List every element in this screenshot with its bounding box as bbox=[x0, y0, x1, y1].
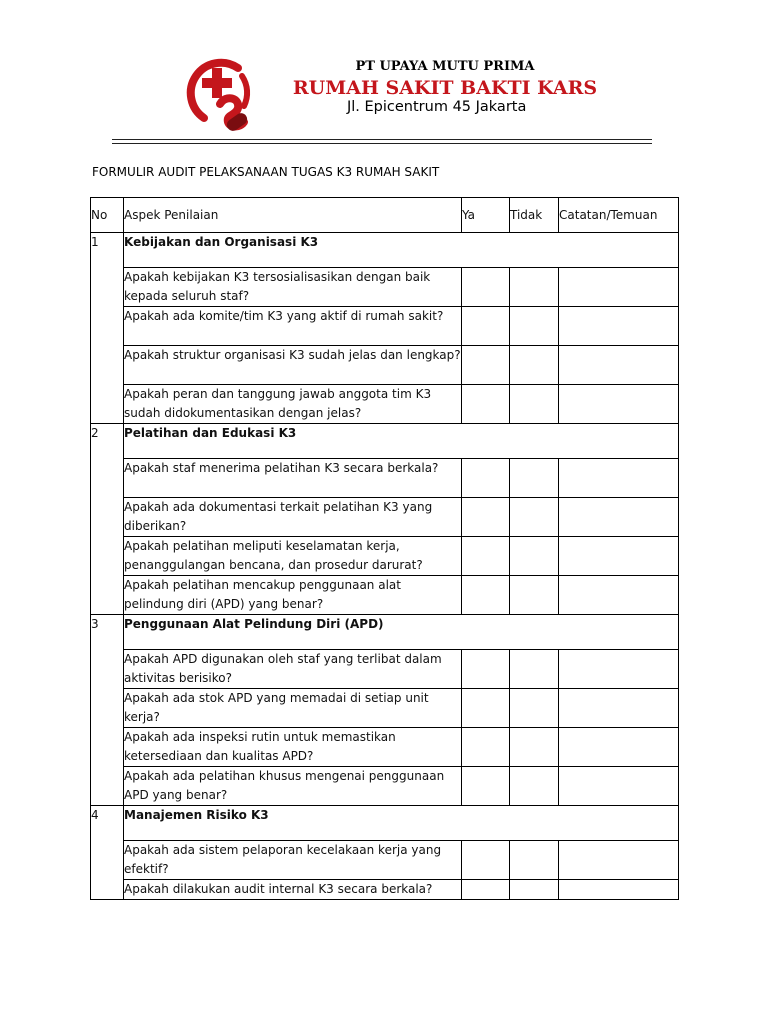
tidak-cell[interactable] bbox=[510, 576, 559, 615]
question-row bbox=[91, 880, 679, 900]
question-row bbox=[91, 728, 679, 767]
question-row bbox=[91, 459, 679, 498]
catatan-cell[interactable] bbox=[559, 498, 679, 537]
tidak-cell[interactable] bbox=[510, 459, 559, 498]
question-row bbox=[91, 650, 679, 689]
catatan-cell[interactable] bbox=[559, 307, 679, 346]
section-title: Penggunaan Alat Pelindung Diri (APD) bbox=[124, 615, 679, 650]
tidak-cell[interactable] bbox=[510, 385, 559, 424]
question-text: Apakah pelatihan mencakup penggunaan alat pelindung diri (APD) yang benar? bbox=[124, 576, 462, 615]
ya-cell[interactable] bbox=[462, 346, 510, 385]
tidak-cell[interactable] bbox=[510, 537, 559, 576]
section-row bbox=[91, 806, 679, 841]
ya-cell[interactable] bbox=[462, 728, 510, 767]
question-text: Apakah pelatihan meliputi keselamatan kerja, penanggulangan bencana, dan prosedur darurat? bbox=[124, 537, 462, 576]
question-row bbox=[91, 268, 679, 307]
ya-cell[interactable] bbox=[462, 385, 510, 424]
section-row bbox=[91, 615, 679, 650]
tidak-cell[interactable] bbox=[510, 307, 559, 346]
tidak-cell[interactable] bbox=[510, 767, 559, 806]
letterhead-rule-top bbox=[112, 139, 652, 140]
header-ya: Ya bbox=[462, 198, 510, 233]
catatan-cell[interactable] bbox=[559, 346, 679, 385]
section-row bbox=[91, 424, 679, 459]
tidak-cell[interactable] bbox=[510, 841, 559, 880]
catatan-cell[interactable] bbox=[559, 576, 679, 615]
question-text: Apakah ada dokumentasi terkait pelatihan K3 yang diberikan? bbox=[124, 498, 462, 537]
section-number: 3 bbox=[91, 615, 124, 806]
header-tidak: Tidak bbox=[510, 198, 559, 233]
ya-cell[interactable] bbox=[462, 880, 510, 900]
hospital-name: RUMAH SAKIT BAKTI KARS bbox=[292, 77, 598, 99]
table-header-row bbox=[91, 198, 679, 233]
section-row bbox=[91, 233, 679, 268]
ya-cell[interactable] bbox=[462, 268, 510, 307]
question-row bbox=[91, 346, 679, 385]
ya-cell[interactable] bbox=[462, 767, 510, 806]
ya-cell[interactable] bbox=[462, 689, 510, 728]
catatan-cell[interactable] bbox=[559, 841, 679, 880]
question-row bbox=[91, 841, 679, 880]
tidak-cell[interactable] bbox=[510, 880, 559, 900]
header-no: No bbox=[91, 198, 124, 233]
hospital-address: Jl. Epicentrum 45 Jakarta bbox=[347, 99, 527, 115]
ya-cell[interactable] bbox=[462, 650, 510, 689]
catatan-cell[interactable] bbox=[559, 689, 679, 728]
question-row bbox=[91, 689, 679, 728]
question-text: Apakah ada stok APD yang memadai di setiap unit kerja? bbox=[124, 689, 462, 728]
header-aspek: Aspek Penilaian bbox=[124, 198, 462, 233]
catatan-cell[interactable] bbox=[559, 268, 679, 307]
question-text: Apakah peran dan tanggung jawab anggota tim K3 sudah didokumentasikan dengan jelas? bbox=[124, 385, 462, 424]
ya-cell[interactable] bbox=[462, 537, 510, 576]
company-name: PT UPAYA MUTU PRIMA bbox=[355, 59, 535, 74]
letterhead bbox=[290, 59, 600, 115]
section-number: 2 bbox=[91, 424, 124, 615]
catatan-cell[interactable] bbox=[559, 728, 679, 767]
tidak-cell[interactable] bbox=[510, 650, 559, 689]
section-title: Manajemen Risiko K3 bbox=[124, 806, 679, 841]
ya-cell[interactable] bbox=[462, 841, 510, 880]
question-text: Apakah ada sistem pelaporan kecelakaan kerja yang efektif? bbox=[124, 841, 462, 880]
section-number: 4 bbox=[91, 806, 124, 900]
catatan-cell[interactable] bbox=[559, 880, 679, 900]
ya-cell[interactable] bbox=[462, 459, 510, 498]
question-text: Apakah dilakukan audit internal K3 secara berkala? bbox=[124, 880, 462, 900]
question-text: Apakah ada komite/tim K3 yang aktif di rumah sakit? bbox=[124, 307, 462, 346]
question-row bbox=[91, 537, 679, 576]
ya-cell[interactable] bbox=[462, 576, 510, 615]
tidak-cell[interactable] bbox=[510, 728, 559, 767]
catatan-cell[interactable] bbox=[559, 459, 679, 498]
question-text: Apakah ada pelatihan khusus mengenai penggunaan APD yang benar? bbox=[124, 767, 462, 806]
question-text: Apakah ada inspeksi rutin untuk memastikan ketersediaan dan kualitas APD? bbox=[124, 728, 462, 767]
catatan-cell[interactable] bbox=[559, 650, 679, 689]
question-row bbox=[91, 307, 679, 346]
catatan-cell[interactable] bbox=[559, 537, 679, 576]
section-title: Kebijakan dan Organisasi K3 bbox=[124, 233, 679, 268]
question-row bbox=[91, 498, 679, 537]
document-title: FORMULIR AUDIT PELAKSANAAN TUGAS K3 RUMAH SAKIT bbox=[92, 165, 440, 179]
ya-cell[interactable] bbox=[462, 498, 510, 537]
section-title: Pelatihan dan Edukasi K3 bbox=[124, 424, 679, 459]
section-number: 1 bbox=[91, 233, 124, 424]
question-row bbox=[91, 767, 679, 806]
question-text: Apakah struktur organisasi K3 sudah jelas dan lengkap? bbox=[124, 346, 462, 385]
tidak-cell[interactable] bbox=[510, 346, 559, 385]
catatan-cell[interactable] bbox=[559, 767, 679, 806]
question-text: Apakah APD digunakan oleh staf yang terlibat dalam aktivitas berisiko? bbox=[124, 650, 462, 689]
question-row bbox=[91, 576, 679, 615]
ya-cell[interactable] bbox=[462, 307, 510, 346]
tidak-cell[interactable] bbox=[510, 268, 559, 307]
question-text: Apakah kebijakan K3 tersosialisasikan dengan baik kepada seluruh staf? bbox=[124, 268, 462, 307]
tidak-cell[interactable] bbox=[510, 498, 559, 537]
question-row bbox=[91, 385, 679, 424]
audit-table bbox=[90, 197, 679, 900]
hospital-logo bbox=[182, 54, 260, 136]
catatan-cell[interactable] bbox=[559, 385, 679, 424]
header-catatan: Catatan/Temuan bbox=[559, 198, 679, 233]
letterhead-rule-bottom bbox=[112, 143, 652, 144]
question-text: Apakah staf menerima pelatihan K3 secara berkala? bbox=[124, 459, 462, 498]
tidak-cell[interactable] bbox=[510, 689, 559, 728]
